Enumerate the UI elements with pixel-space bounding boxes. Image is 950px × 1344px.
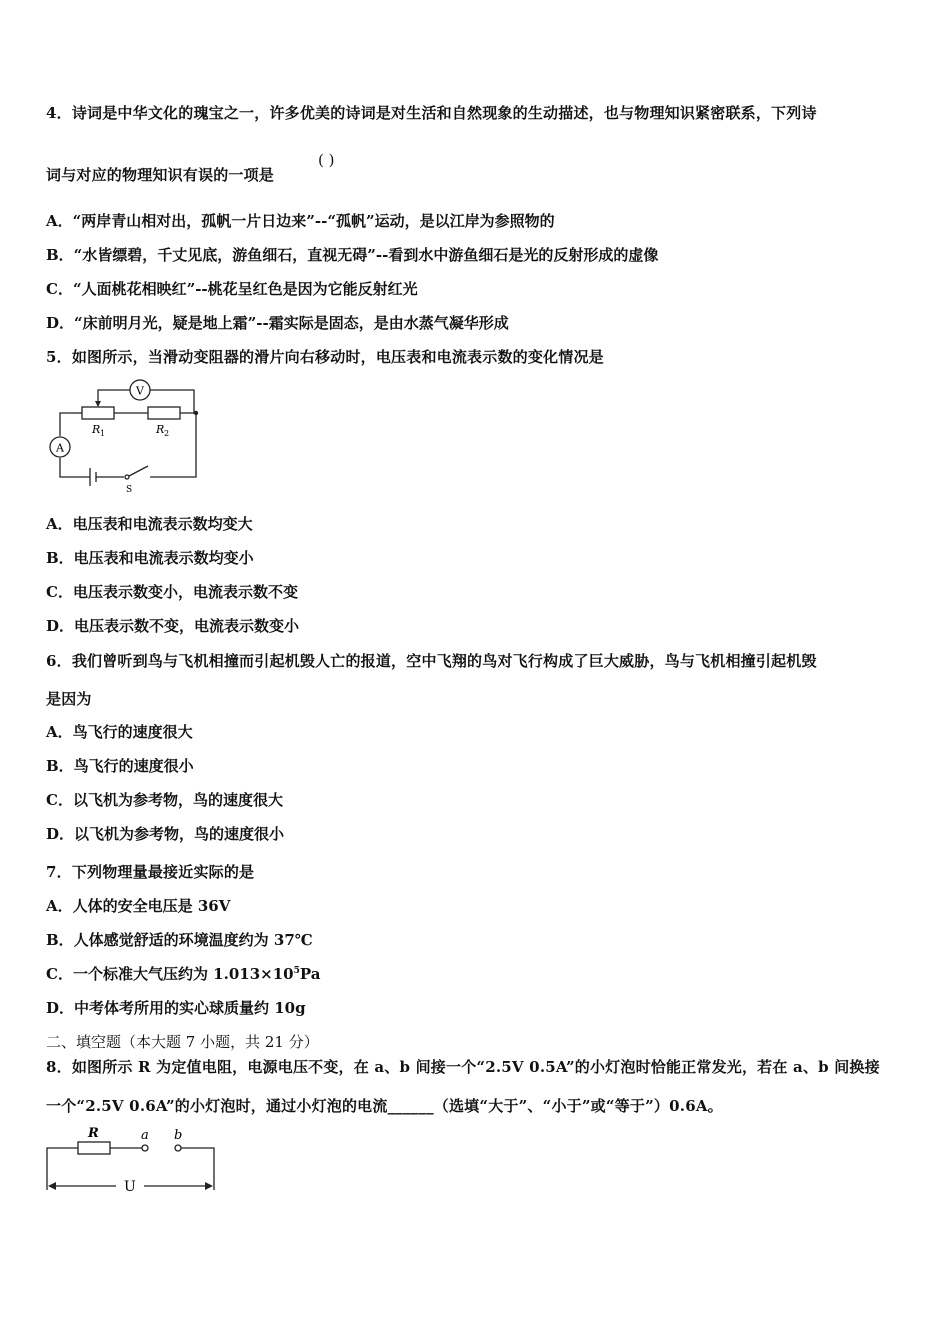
q6-option-b: B．鸟飞行的速度很小 xyxy=(46,757,194,775)
q5-switch-label: S xyxy=(126,485,133,495)
q5-junction-dot xyxy=(194,411,198,415)
q5-wire-voltmeter-left xyxy=(98,390,130,400)
q5-switch-icon xyxy=(125,475,129,479)
q8-line1: 8．如图所示 R 为定值电阻，电源电压不变，在 a、b 间接一个“2.5V 0.5A”的小灯泡时恰能正常发光，若在 a、b 间换接 xyxy=(46,1058,880,1076)
q4-option-d: D．“床前明月光，疑是地上霜”--霜实际是固态，是由水蒸气凝华形成 xyxy=(46,314,509,332)
q6-option-a: A．鸟飞行的速度很大 xyxy=(46,723,193,741)
q5-r2-label: R xyxy=(156,423,165,436)
q8-b-label: b xyxy=(174,1128,183,1143)
q8-line2: 一个“2.5V 0.6A”的小灯泡时，通过小灯泡的电流______（选填“大于”、“小于”或“等于”）0.6A。 xyxy=(46,1097,723,1115)
q7-option-c-unit: Pa xyxy=(299,965,321,983)
q5-option-c: C．电压表示数变小，电流表示数不变 xyxy=(46,583,298,601)
q8-r-resistor xyxy=(78,1142,110,1154)
q8-a-label: a xyxy=(141,1128,149,1143)
q4-stem-line2: 词与对应的物理知识有误的一项是 xyxy=(46,166,275,184)
q5-option-a: A．电压表和电流表示数均变大 xyxy=(46,515,253,533)
q5-ammeter-label: A xyxy=(56,441,64,455)
q4-option-c: C．“人面桃花相映红”--桃花呈红色是因为它能反射红光 xyxy=(46,280,418,298)
q5-stem: 5．如图所示，当滑动变阻器的滑片向右移动时，电压表和电流表示数的变化情况是 xyxy=(46,348,604,366)
q6-stem-line1: 6．我们曾听到鸟与飞机相撞而引起机毁人亡的报道，空中飞翔的鸟对飞行构成了巨大威胁，鸟与飞机相撞引起机毁 xyxy=(46,652,817,670)
q4-answer-paren: ( ) xyxy=(318,151,335,169)
q7-option-c-text: C．一个标准大气压约为 1.013×10 xyxy=(46,965,294,983)
q8-r-label: R xyxy=(88,1126,99,1141)
q8-circuit-diagram xyxy=(44,1122,224,1198)
q5-r2-sub: 2 xyxy=(164,429,170,438)
q5-r1-resistor xyxy=(82,407,114,419)
q6-option-d: D．以飞机为参考物，鸟的速度很小 xyxy=(46,825,285,843)
q4-stem-line1: 4．诗词是中华文化的瑰宝之一，许多优美的诗词是对生活和自然现象的生动描述，也与物理知识紧密联系，下列诗 xyxy=(46,104,817,122)
q5-r1-sub: 1 xyxy=(100,429,106,438)
q7-option-c-exponent: 5 xyxy=(293,966,300,976)
q7-option-b: B．人体感觉舒适的环境温度约为 37℃ xyxy=(46,931,313,949)
q8-terminal-b xyxy=(175,1145,181,1151)
q8-u-label: U xyxy=(124,1179,136,1195)
section2-title: 二、填空题（本大题 7 小题，共 21 分） xyxy=(46,1033,319,1051)
q6-option-c: C．以飞机为参考物，鸟的速度很大 xyxy=(46,791,283,809)
q8-terminal-a xyxy=(142,1145,148,1151)
q5-circuit-diagram xyxy=(44,376,204,498)
q5-voltmeter-label: V xyxy=(136,384,144,398)
q7-option-a: A．人体的安全电压是 36V xyxy=(46,897,231,915)
q6-stem-line2: 是因为 xyxy=(46,690,92,708)
q4-option-b: B．“水皆缥碧，千丈见底，游鱼细石，直视无碍”--看到水中游鱼细石是光的反射形成的虚像 xyxy=(46,246,659,264)
q7-option-d: D．中考体考所用的实心球质量约 10g xyxy=(46,999,306,1017)
q5-wire-voltmeter-right xyxy=(150,390,194,413)
q5-r2-resistor xyxy=(148,407,180,419)
q5-option-d: D．电压表示数不变，电流表示数变小 xyxy=(46,617,300,635)
q5-option-b: B．电压表和电流表示数均变小 xyxy=(46,549,254,567)
q7-option-c xyxy=(46,963,320,984)
q7-stem: 7．下列物理量最接近实际的是 xyxy=(46,863,255,881)
q5-r1-label: R xyxy=(92,423,101,436)
q4-option-a: A．“两岸青山相对出，孤帆一片日边来”--“孤帆”运动，是以江岸为参照物的 xyxy=(46,212,555,230)
